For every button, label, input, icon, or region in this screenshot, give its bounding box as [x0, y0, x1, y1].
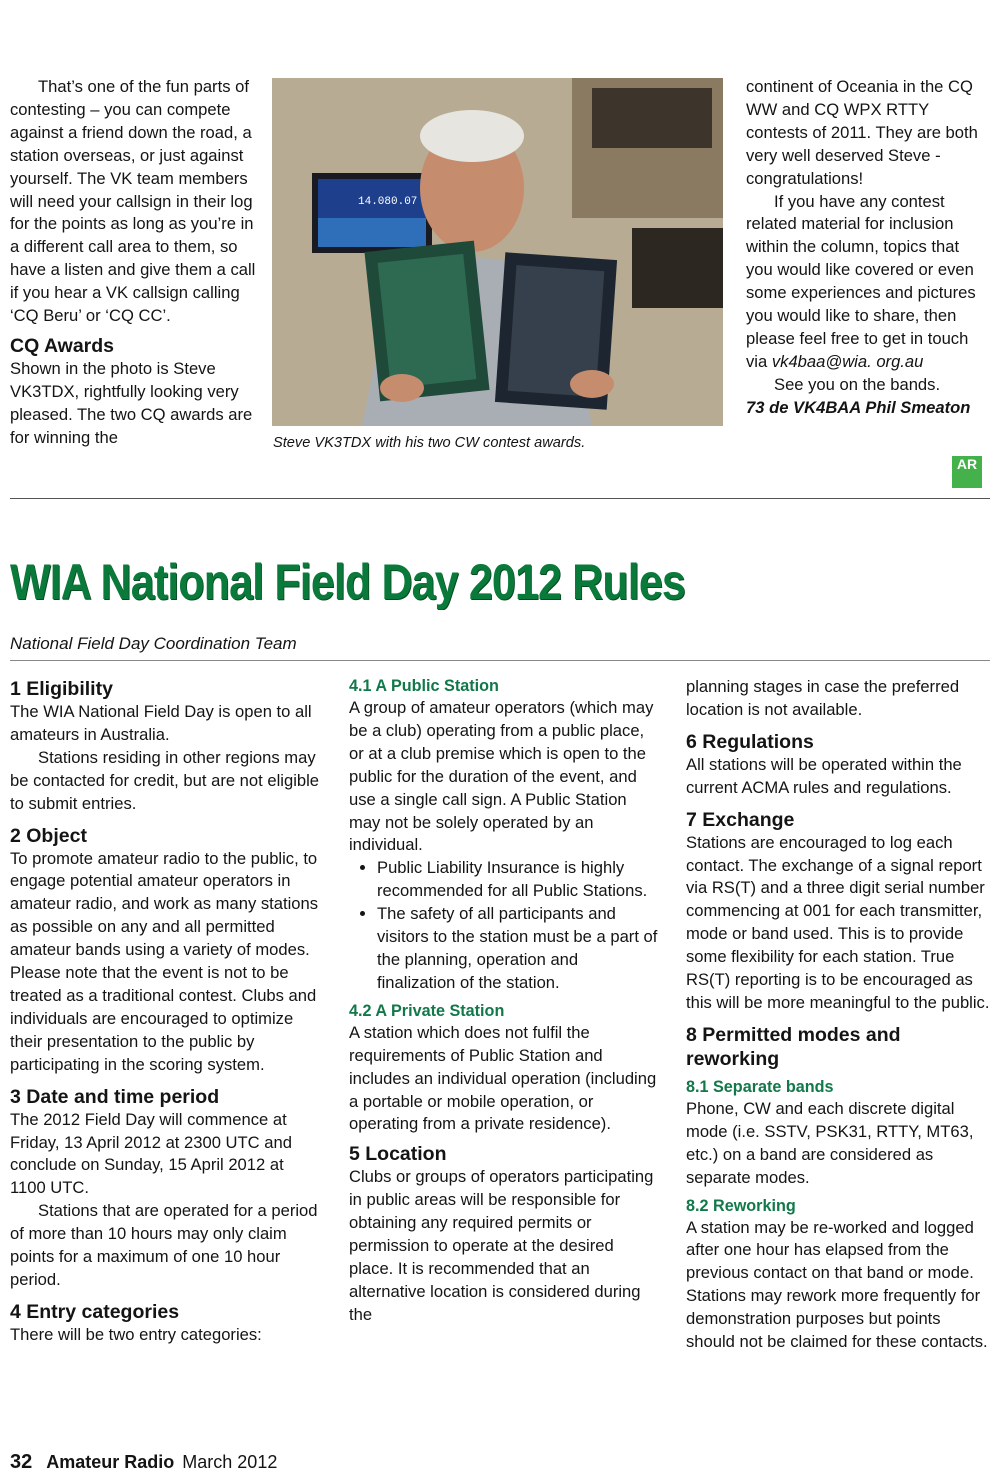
heading-regulations: 6 Regulations [686, 730, 814, 753]
steve-vk3tdx-photo [272, 78, 723, 426]
location-para-continued: planning stages in case the preferred location is not available. [686, 677, 960, 719]
article-title: WIA National Field Day 2012 Rules [10, 554, 685, 610]
ar-logo-icon: AR [952, 456, 982, 488]
article-column-2 [349, 676, 659, 1327]
heading-separate-bands: 8.1 Separate bands [686, 1077, 834, 1096]
top-col3-paragraph-1: continent of Oceania in the CQ WW and CQ WPX RTTY contests of 2011. They are both very well deserved Steve - congratulations! [746, 77, 978, 188]
object-para: To promote amateur radio to the public, to engage potential amateur operators in amateur radio, and work as many stations as possible on any and all permitted amateur bands using a variety of modes. Please note that the event is not to be treated as a traditional contest. Clubs and individuals are encouraged to optimize their presentation to the public by participating in the scoring system. [10, 848, 319, 1074]
article-byline: National Field Day Coordination Team [10, 634, 297, 653]
heading-eligibility: 1 Eligibility [10, 678, 113, 700]
monitor-frequency-text: 14.080.07 [358, 196, 418, 208]
regulations-para: All stations will be operated within the current ACMA rules and regulations. [686, 754, 962, 797]
byline-divider [10, 660, 990, 661]
private-station-para: A station which does not fulfil the requirements of Public Station and includes an individual operation (including a portable or mobile operation, or operating from a private residence). [349, 1022, 657, 1134]
heading-permitted-modes: 8 Permitted modes and reworking [686, 1023, 901, 1070]
heading-public-station: 4.1 A Public Station [349, 677, 499, 695]
top-column-3 [746, 76, 990, 420]
list-item: • The safety of all participants and visitors to the station must be a part of the planning, operation and finalization of the station. [377, 903, 659, 995]
public-station-para: A group of amateur operators (which may be a club) operating from a public place, or at a club premise which is open to the public for the duration of the event, and use a single call sign. A Public Station may not be solely operated by an individual. [349, 698, 654, 855]
top-col3-paragraph-2 [746, 191, 990, 374]
top-col1-paragraph-1: That’s one of the fun parts of contesting – you can compete against a friend down the road, a station overseas, or just against yourself. The VK team members will need your callsign in their log for the points as long as you’re in a different call area to them, so have a listen and give them a call if you hear a VK callsign calling ‘CQ Beru’ or ‘CQ CC’. [10, 77, 256, 326]
issue-date: March 2012 [182, 1452, 278, 1472]
date-time-para-2: Stations that are operated for a period of more than 10 hours may only claim points for a maximum of one 10 hour period. [10, 1201, 318, 1289]
magazine-name: Amateur Radio [46, 1452, 175, 1472]
heading-exchange: 7 Exchange [686, 808, 795, 831]
article-column-1 [10, 677, 322, 1347]
photo-illustration [272, 78, 723, 426]
heading-private-station: 4.2 A Private Station [349, 1001, 505, 1020]
cq-awards-heading: CQ Awards [10, 334, 115, 357]
contact-email-link[interactable]: vk4baa@wia. org.au [771, 351, 924, 371]
reworking-para: A station may be re-worked and logged after one hour has elapsed from the previous contact on that band or mode. Stations may rework more frequently for demonstration purposes but points should not be claimed for these contacts. [686, 1217, 988, 1352]
contact-text: If you have any contest related material for inclusion within the column, topics that you would like covered or even some experiences and pictures you would like to share, then please feel free to get in touch via [746, 191, 976, 371]
list-item: • Public Liability Insurance is highly recommended for all Public Stations. [377, 857, 659, 903]
top-column-1 [10, 76, 260, 450]
exchange-para: Stations are encouraged to log each contact. The exchange of a signal report via RS(T) and a three digit serial number commencing at 001 for each transmitter, mode or band used. This is to provide some flexibility for each station. True RS(T) reporting is to be encouraged as this will be more meaningful to the public. [686, 832, 990, 1012]
top-col1-paragraph-2: Shown in the photo is Steve VK3TDX, rightfully looking very pleased. The two CQ awards are for winning the [10, 358, 253, 447]
entry-categories-para: There will be two entry categories: [10, 1324, 262, 1344]
date-time-para-1: The 2012 Field Day will commence at Friday, 13 April 2012 at 2300 UTC and conclude on Sunday, 15 April 2012 at 1100 UTC. [10, 1109, 292, 1198]
signoff: 73 de VK4BAA Phil Smeaton [746, 397, 971, 417]
page-number: 32 [10, 1451, 33, 1473]
page-footer [10, 1451, 277, 1474]
heading-location: 5 Location [349, 1143, 447, 1166]
section-divider [10, 498, 990, 499]
heading-date-time: 3 Date and time period [10, 1085, 220, 1108]
public-station-list [349, 857, 659, 994]
article-column-3 [686, 676, 990, 1354]
heading-reworking: 8.2 Reworking [686, 1196, 796, 1215]
location-para: Clubs or groups of operators participating in public areas will be responsible for obtaining any required permits or permission to operate at the desired place. It is recommended that an alternative location is considered during the [349, 1167, 654, 1324]
eligibility-para-2: Stations residing in other regions may be contacted for credit, but are not eligible to submit entries. [10, 747, 320, 813]
separate-bands-para: Phone, CW and each discrete digital mode (i.e. SSTV, PSK31, RTTY, MT63, etc.) on a band are considered as separate modes. [686, 1098, 974, 1187]
heading-object: 2 Object [10, 824, 87, 847]
photo-caption: Steve VK3TDX with his two CW contest awards. [273, 435, 586, 451]
heading-entry-categories: 4 Entry categories [10, 1300, 180, 1323]
eligibility-para-1: The WIA National Field Day is open to all amateurs in Australia. [10, 702, 312, 744]
top-col3-paragraph-3: See you on the bands. [774, 374, 941, 394]
